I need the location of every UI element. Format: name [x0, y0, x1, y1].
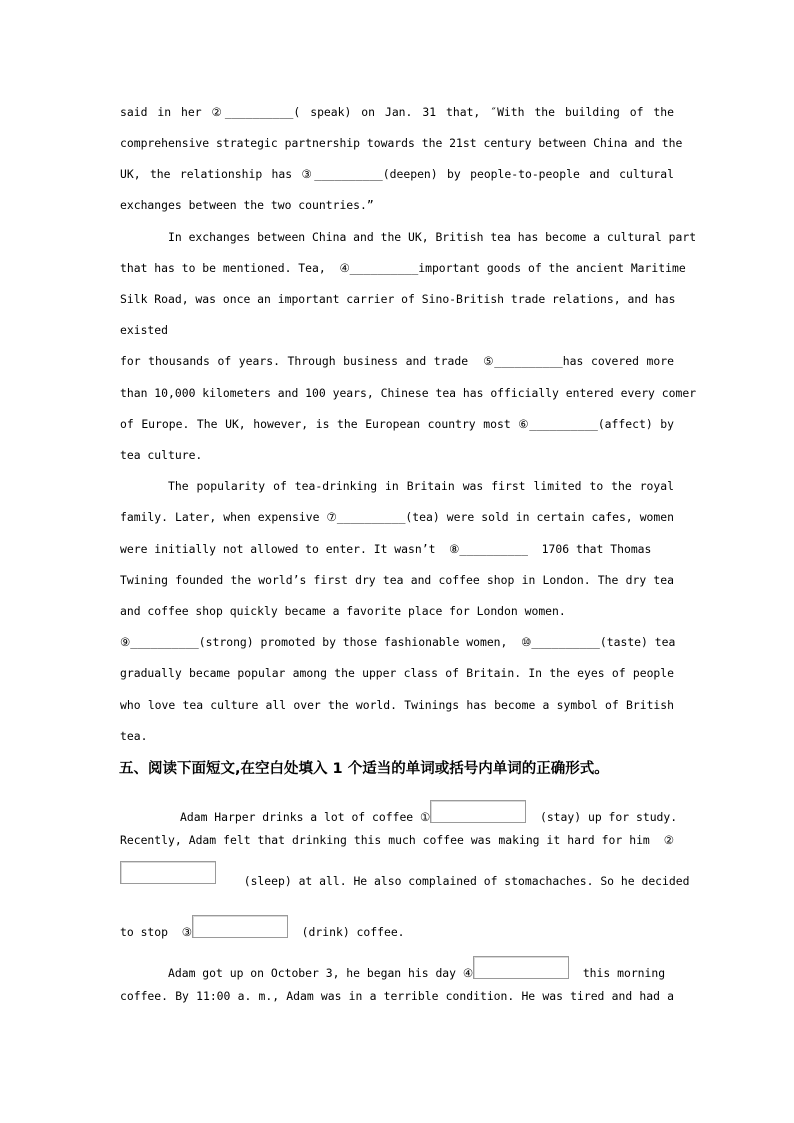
blank-number: ③: [181, 925, 192, 939]
exercise-text: to stop: [120, 925, 182, 939]
exercise-line: [168, 956, 674, 980]
exercise-line: [120, 915, 674, 939]
passage-line: family. Later, when expensive ⑦__________(tea) were sold in certain cafes, women: [120, 510, 674, 524]
passage-line: said in her ②__________( speak) on Jan. 31 that, ″With the building of the: [120, 105, 674, 119]
passage-line: gradually became popular among the upper class of Britain. In the eyes of people: [120, 666, 674, 680]
answer-box-2[interactable]: [120, 861, 216, 884]
passage-line: Twining founded the world’s first dry tea and coffee shop in London. The dry tea: [120, 573, 674, 587]
passage-line: tea culture.: [120, 448, 203, 462]
passage-line: exchanges between the two countries.”: [120, 198, 374, 212]
passage-line: that has to be mentioned. Tea, ④__________important goods of the ancient Maritime: [120, 261, 686, 275]
exercise-text: Adam got up on October 3, he began his day: [168, 966, 463, 980]
exercise-line: [180, 800, 678, 824]
passage-line: ⑨__________(strong) promoted by those fashionable women, ⑩__________(taste) tea: [120, 635, 676, 649]
exercise-text: Adam Harper drinks a lot of coffee: [180, 810, 421, 824]
blank-number: ④: [462, 966, 474, 980]
passage-line: than 10,000 kilometers and 100 years, Chinese tea has officially entered every comer: [120, 386, 697, 400]
answer-box-3[interactable]: [192, 915, 288, 938]
exercise-text: (drink) coffee.: [287, 925, 405, 939]
passage-line: Silk Road, was once an important carrier of Sino-British trade relations, and has: [120, 292, 676, 306]
exercise-line: Recently, Adam felt that drinking this much coffee was making it hard for him ②: [120, 833, 674, 847]
exercise-line: (sleep) at all. He also complained of stomachaches. So he decided: [230, 874, 690, 888]
passage-line: tea.: [120, 729, 148, 743]
answer-box-1[interactable]: [430, 800, 526, 823]
blank-number: ①: [420, 810, 431, 824]
exercise-line: coffee. By 11:00 a. m., Adam was in a terrible condition. He was tired and had a: [120, 989, 674, 1003]
passage-line: In exchanges between China and the UK, British tea has become a cultural part: [168, 230, 697, 244]
passage-line: UK, the relationship has ③__________(deepen) by people-to-people and cultural: [120, 167, 674, 181]
exercise-text: (stay) up for study.: [526, 810, 678, 824]
passage-line: for thousands of years. Through business and trade ⑤__________has covered more: [120, 354, 674, 368]
answer-box-4[interactable]: [473, 956, 569, 979]
section-heading: 五、阅读下面短文,在空白处填入 1 个适当的单词或括号内单词的正确形式。: [119, 761, 609, 777]
passage-line: comprehensive strategic partnership towards the 21st century between China and the: [120, 136, 683, 150]
passage-line: were initially not allowed to enter. It wasn’t ⑧__________ 1706 that Thomas: [120, 542, 652, 556]
passage-line: and coffee shop quickly became a favorite place for London women.: [120, 604, 566, 618]
passage-line: The popularity of tea-drinking in Britain was first limited to the royal: [168, 479, 674, 493]
passage-line: existed: [120, 323, 169, 337]
exercise-text: this morning: [569, 966, 666, 980]
passage-line: of Europe. The UK, however, is the European country most ⑥__________(affect) by: [120, 417, 674, 431]
passage-line: who love tea culture all over the world. Twinings has become a symbol of British: [120, 698, 674, 712]
